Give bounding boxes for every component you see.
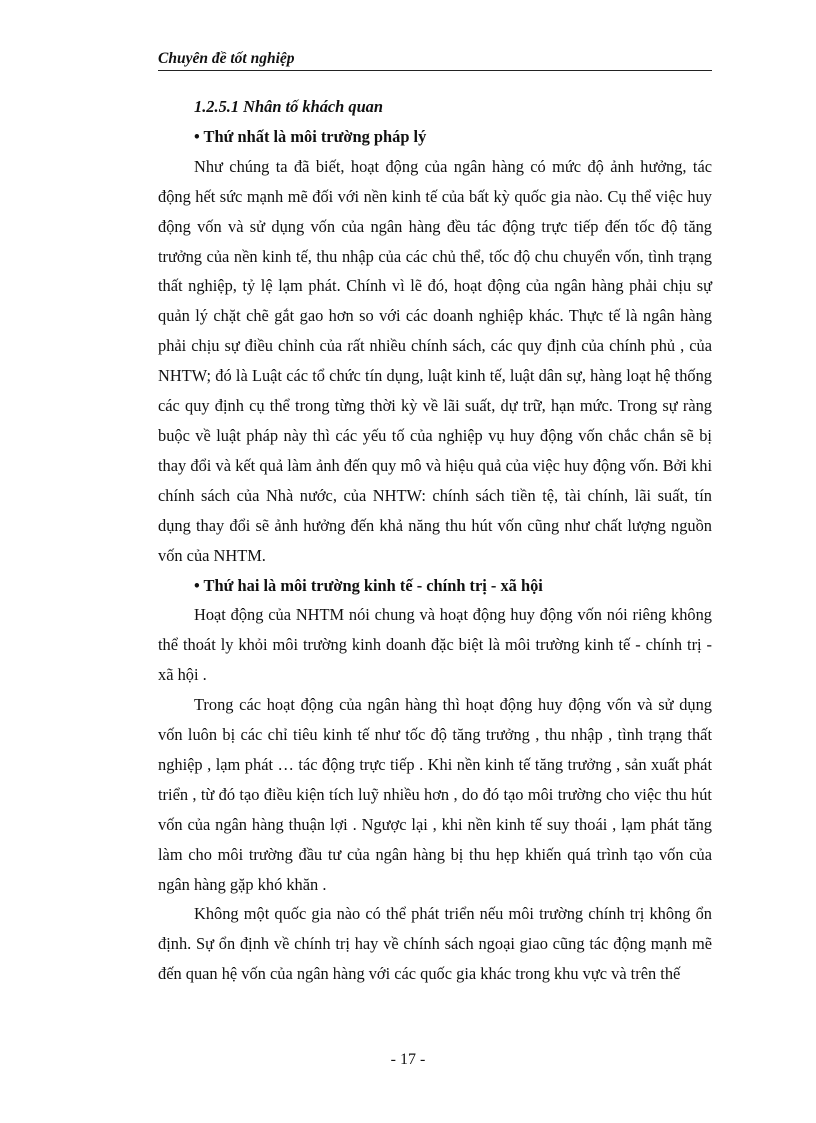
paragraph-economic-indicators: Trong các hoạt động của ngân hàng thì hoạt động huy động vốn và sử dụng vốn luôn bị các chỉ tiêu kinh tế như tốc độ tăng trưởng , thu nhập , tình trạng thất nghiệp , lạm phát … tác động trực tiếp . Khi nền kinh tế tăng trưởng , sản xuất phát triển , từ đó tạo điều kiện tích luỹ nhiều hơn , do đó tạo môi trường cho việc thu hút vốn của ngân hàng thuận lợi . Ngược lại , khi nền kinh tế suy thoái , lạm phát tăng làm cho môi trường đầu tư của ngân hàng bị thu hẹp khiến quá trình tạo vốn của ngân hàng gặp khó khăn . bbox=[158, 695, 712, 894]
bullet-heading-economic: • Thứ hai là môi trường kinh tế - chính trị - xã hội bbox=[194, 575, 543, 595]
paragraph-legal-environment: Như chúng ta đã biết, hoạt động của ngân hàng có mức độ ảnh hưởng, tác động hết sức mạnh mẽ đối với nền kinh tế của bất kỳ quốc gia nào. Cụ thể việc huy động vốn và sử dụng vốn của ngân hàng đều tác động trực tiếp đến tốc độ tăng trưởng của nền kinh tế, thu nhập của các chủ thể, tốc độ chu chuyển vốn, tình trạng thất nghiệp, tỷ lệ lạm phát. Chính vì lẽ đó, hoạt động của ngân hàng phải chịu sự quản lý chặt chẽ gắt gao hơn so với các doanh nghiệp khác. Thực tế là ngân hàng phải chịu sự điều chỉnh của rất nhiều chính sách, các quy định của chính phủ , của NHTW; đó là Luật các tổ chức tín dụng, luật kinh tế, luật dân sự, hàng loạt hệ thống các quy định cụ thể trong từng thời kỳ về lãi suất, dự trữ, hạn mức. Trong sự ràng buộc về luật pháp này thì các yếu tố của nghiệp vụ huy động vốn chắc chắn sẽ bị thay đổi và kết quả làm ảnh đến quy mô và hiệu quả của việc huy động vốn. Bởi khi chính sách của Nhà nước, của NHTW: chính sách tiền tệ, tài chính, lãi suất, tín dụng thay đổi sẽ ảnh hưởng đến khả năng thu hút vốn cũng như chất lượng nguồn vốn của NHTM. bbox=[158, 156, 712, 565]
page-header: Chuyên đề tốt nghiệp bbox=[158, 50, 712, 71]
section-heading: 1.2.5.1 Nhân tố khách quan bbox=[194, 97, 383, 116]
paragraph-political-stability: Không một quốc gia nào có thể phát triển nếu môi trường chính trị không ổn định. Sự ổn định về chính trị hay về chính sách ngoại giao cũng tác động mạnh mẽ đến quan hệ vốn của ngân hàng với các quốc gia khác trong khu vực và trên thế bbox=[158, 904, 712, 984]
paragraph-business-environment: Hoạt động của NHTM nói chung và hoạt động huy động vốn nói riêng không thể thoát ly khỏi môi trường kinh doanh đặc biệt là môi trường kinh tế - chính trị - xã hội . bbox=[158, 605, 712, 685]
page-content bbox=[158, 92, 712, 989]
bullet-heading-legal: • Thứ nhất là môi trường pháp lý bbox=[194, 126, 427, 146]
page-number: - 17 - bbox=[390, 1051, 426, 1068]
